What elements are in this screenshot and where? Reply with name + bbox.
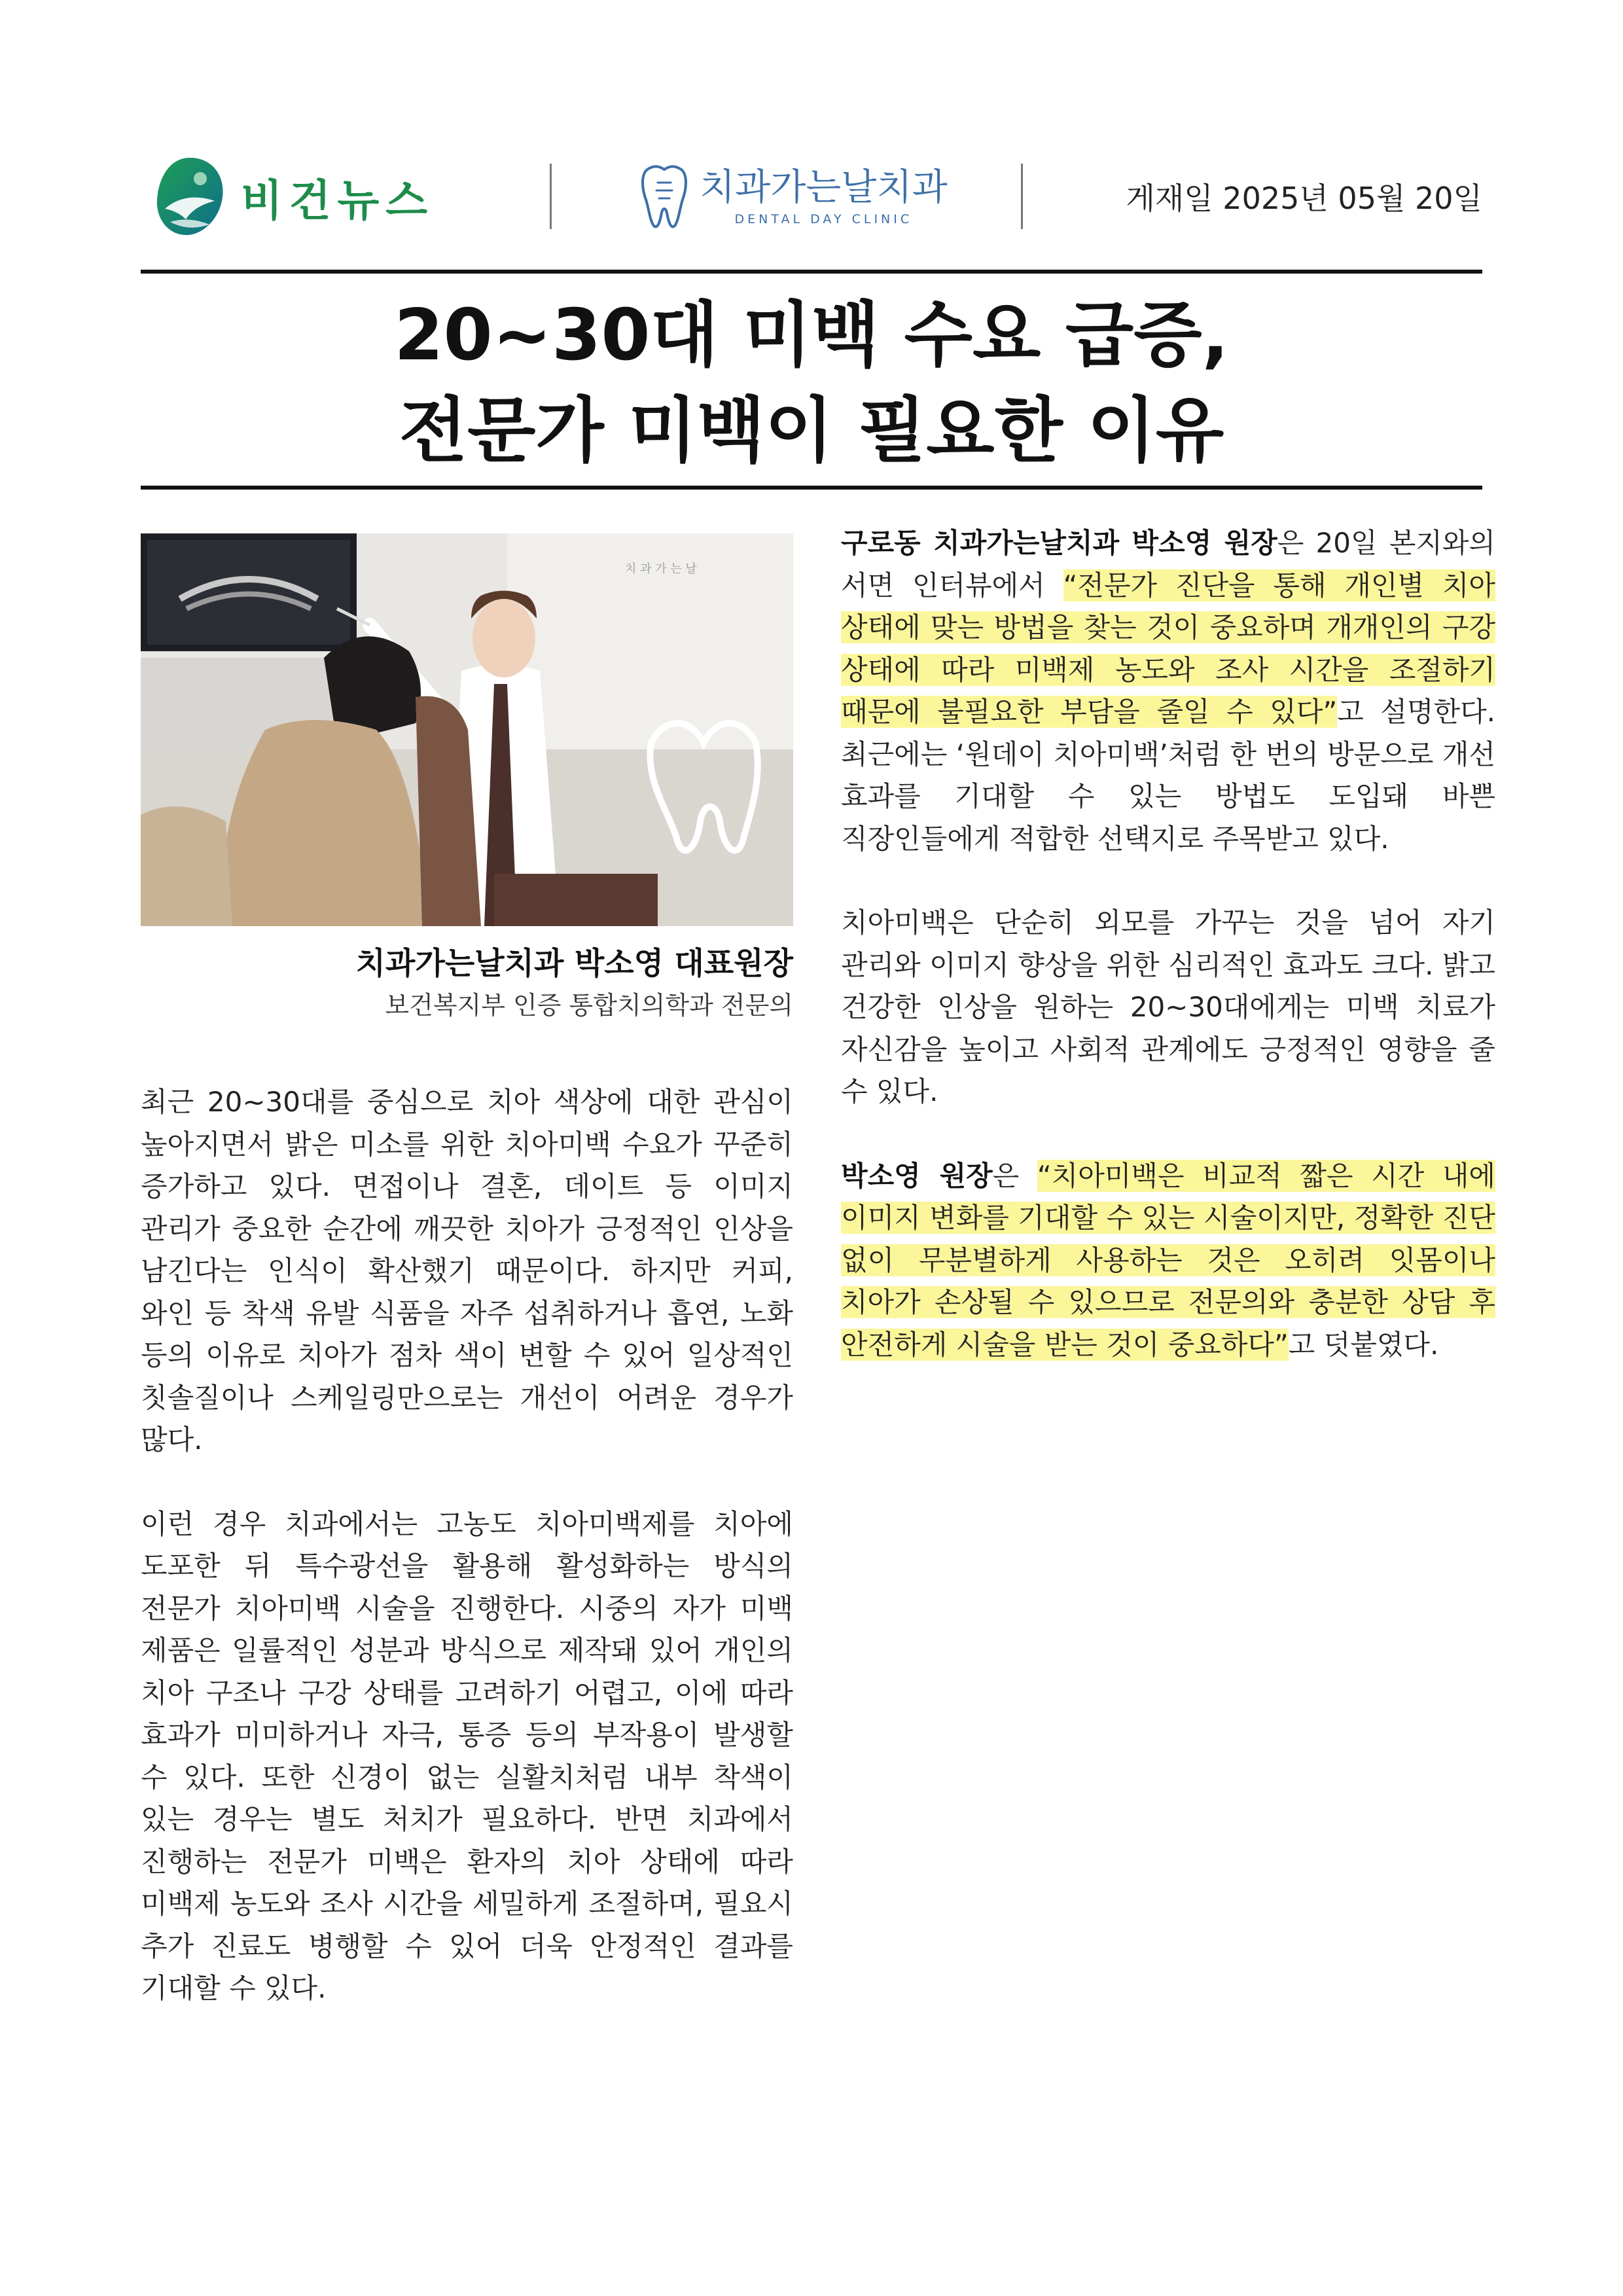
headline-rule [141,486,1482,490]
top-rule [141,270,1482,274]
header-divider [550,164,552,229]
article-photo [141,533,793,926]
leaf-emblem-icon [151,154,229,239]
interviewee-name: 구로동 치과가는날치과 박소영 원장 [841,527,1277,559]
tooth-icon [638,160,690,232]
caption-subtitle: 보건복지부 인증 통합치의학과 전문의 [385,991,793,1020]
highlighted-quote: “치아미백은 비교적 짧은 시간 내에 이미지 변화를 기대할 수 있는 시술이지만, 정확한 진단 없이 무분별하게 사용하는 것은 오히려 잇몸이나 치아가 손상될 수 있으므로 전문의와 충분한 상담 후 안전하게 시술을 받는 것이 중요하다” [841,1159,1495,1361]
bigun-news-logo[interactable] [151,154,434,239]
interviewee-name: 박소영 원장 [841,1159,993,1192]
interview-paragraph: 구로동 치과가는날치과 박소영 원장은 20일 본지와의 서면 인터뷰에서 “전문가 진단을 통해 개인별 치아 상태에 맞는 방법을 찾는 것이 중요하며 개개인의 구강 상태에 따라 미백제 농도와 조사 시간을 조절하기 때문에 불필요한 부담을 줄일 수 있다”고 설명한다. 최근에는 ‘원데이 치아미백’처럼 한 번의 방문으로 개선 효과를 기대할 수 있는 방법도 도입돼 바쁜 직장인들에게 적합한 선택지로 주목받고 있다. [841,527,1496,855]
photo-caption [141,941,793,1024]
clinic-name: 치과가는날치과 [700,166,948,209]
masthead [141,147,1482,245]
article-paragraph: 치아미백은 단순히 외모를 가꾸는 것을 넘어 자기 관리와 이미지 향상을 위한 심리적인 효과도 크다. 밝고 건강한 인상을 원하는 20~30대에게는 미백 치료가 자신감을 높이고 사회적 관계에도 긍정적인 영향을 줄 수 있다. [841,906,1495,1107]
article-paragraph: 최근 20~30대를 중심으로 치아 색상에 대한 관심이 높아지면서 밝은 미소를 위한 치아미백 수요가 꾸준히 증가하고 있다. 면접이나 결혼, 데이트 등 이미지 관리가 중요한 순간에 깨끗한 치아가 긍정적인 인상을 남긴다는 인식이 확산했기 때문이다. 하지만 커피, 와인 등 착색 유발 식품을 자주 섭취하거나 흡연, 노화 등의 이유로 치아가 점차 색이 변할 수 있어 일상적인 칫솔질이나 스케일링만으로는 개선이 어려운 경우가 많다. [141,1086,793,1456]
article-paragraph: 이런 경우 치과에서는 고농도 치아미백제를 치아에 도포한 뒤 특수광선을 활용해 활성화하는 방식의 전문가 치아미백 시술을 진행한다. 시중의 자가 미백 제품은 일률적인 성분과 방식으로 제작돼 있어 개인의 치아 구조나 구강 상태를 고려하기 어렵고, 이에 따라 효과가 미미하거나 자극, 통증 등의 부작용이 발생할 수 있다. 또한 신경이 없는 실활치처럼 내부 착색이 있는 경우는 별도 처치가 필요하다. 반면 치과에서 진행하는 전문가 미백은 환자의 치아 상태에 따라 미백제 농도와 조사 시간을 세밀하게 조절하며, 필요시 추가 진료도 병행할 수 있어 더욱 안정적인 결과를 기대할 수 있다. [141,1507,793,2004]
publish-date: 게재일 2025년 05월 20일 [1126,181,1482,216]
header-divider [1021,164,1023,229]
wall-sign-text: 치 과 가 는 날 [625,562,697,576]
headline-line-1: 20~30대 미백 수요 급증, [394,295,1229,376]
dentist-with-patient-image [141,533,793,926]
highlighted-quote: “전문가 진단을 통해 개인별 치아 상태에 맞는 방법을 찾는 것이 중요하며 개개인의 구강 상태에 따라 미백제 농도와 조사 시간을 조절하기 때문에 불필요한 부담을 줄일 수 있다” [841,569,1495,728]
headline-line-2: 전문가 미백이 필요한 이유 [399,390,1224,472]
clinic-logo[interactable] [638,160,948,232]
article-right-column [841,522,1495,1366]
caption-title: 치과가는날치과 박소영 대표원장 [355,946,793,982]
article-left-column [141,1081,793,2010]
closing-quote-paragraph: 박소영 원장은 “치아미백은 비교적 짧은 시간 내에 이미지 변화를 기대할 수 있는 시술이지만, 정확한 진단 없이 무분별하게 사용하는 것은 오히려 잇몸이나 치아가 손상될 수 있으므로 전문의와 충분한 상담 후 안전하게 시술을 받는 것이 중요하다”고 덧붙였다. [841,1159,1495,1361]
news-brand-name: 비건뉴스 [241,175,435,226]
clinic-subtitle: DENTAL DAY CLINIC [734,212,913,226]
headline [141,288,1482,479]
